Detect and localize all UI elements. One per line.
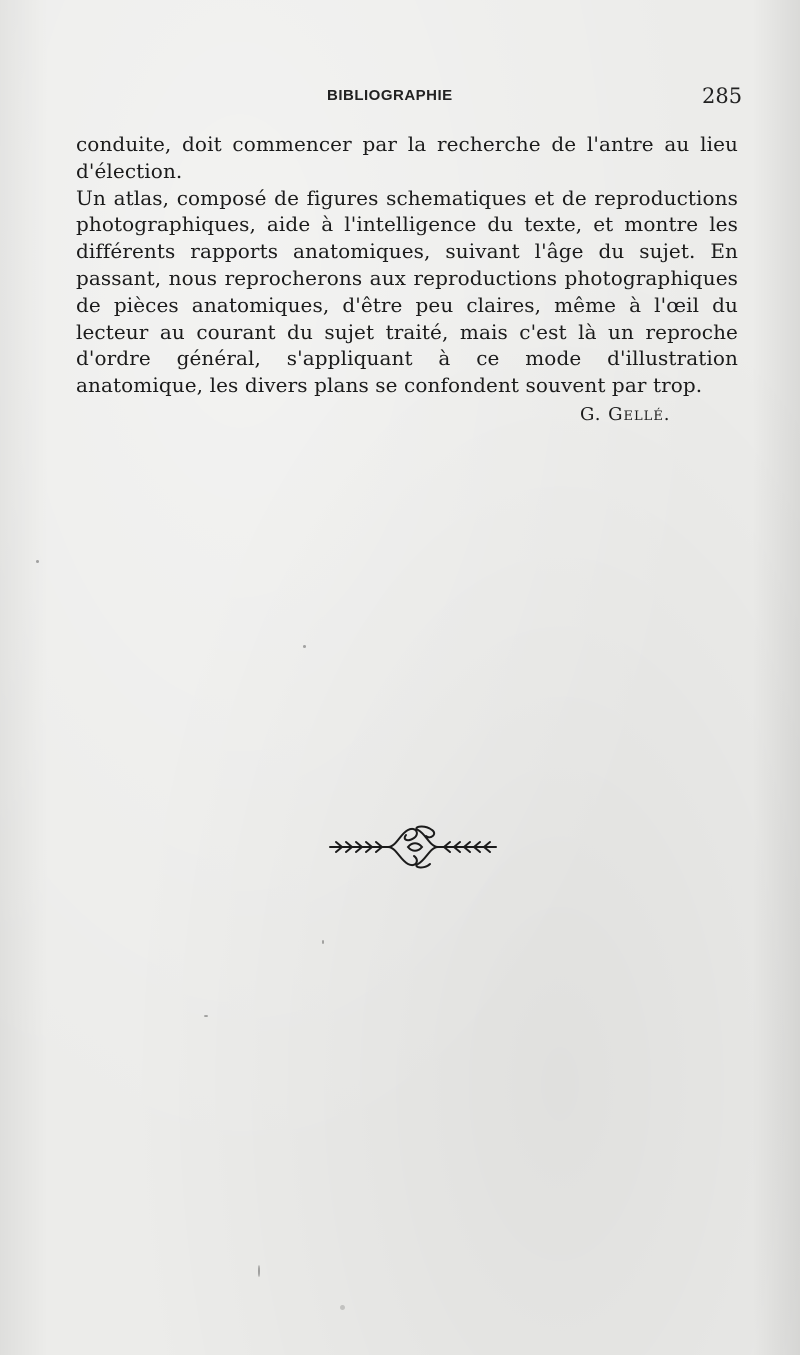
author-signature: G. Gellé. bbox=[580, 404, 671, 425]
page-number: 285 bbox=[702, 84, 743, 108]
paper-speck bbox=[258, 1265, 260, 1277]
paragraph-atlas-review: Un atlas, composé de figures schematiques et de reproductions photographiques, aide à l'intelligence du texte, et montre les différents rapports anatomiques, suivant l'âge du sujet. En passant, nous reprocherons aux reproductions photographiques de pièces anatomiques, d'être peu claires, même à l'œil du lecteur au courant du sujet traité, mais c'est là un reproche d'ordre général, s'appliquant à ce mode d'illustration anatomique, les divers plans se confondent souvent par trop. bbox=[76, 185, 738, 398]
running-title: BIBLIOGRAPHIE bbox=[327, 87, 453, 104]
paper-speck bbox=[36, 560, 39, 563]
paper-speck bbox=[322, 940, 324, 944]
paper-speck bbox=[303, 645, 306, 648]
body-text bbox=[76, 131, 738, 399]
paragraph-continuation: conduite, doit commencer par la recherche de l'antre au lieu d'élection. bbox=[76, 132, 738, 183]
paper-speck bbox=[204, 1015, 208, 1017]
paper-speck bbox=[340, 1305, 345, 1310]
floral-tailpiece-ornament-icon bbox=[326, 820, 500, 874]
running-head bbox=[0, 84, 800, 111]
